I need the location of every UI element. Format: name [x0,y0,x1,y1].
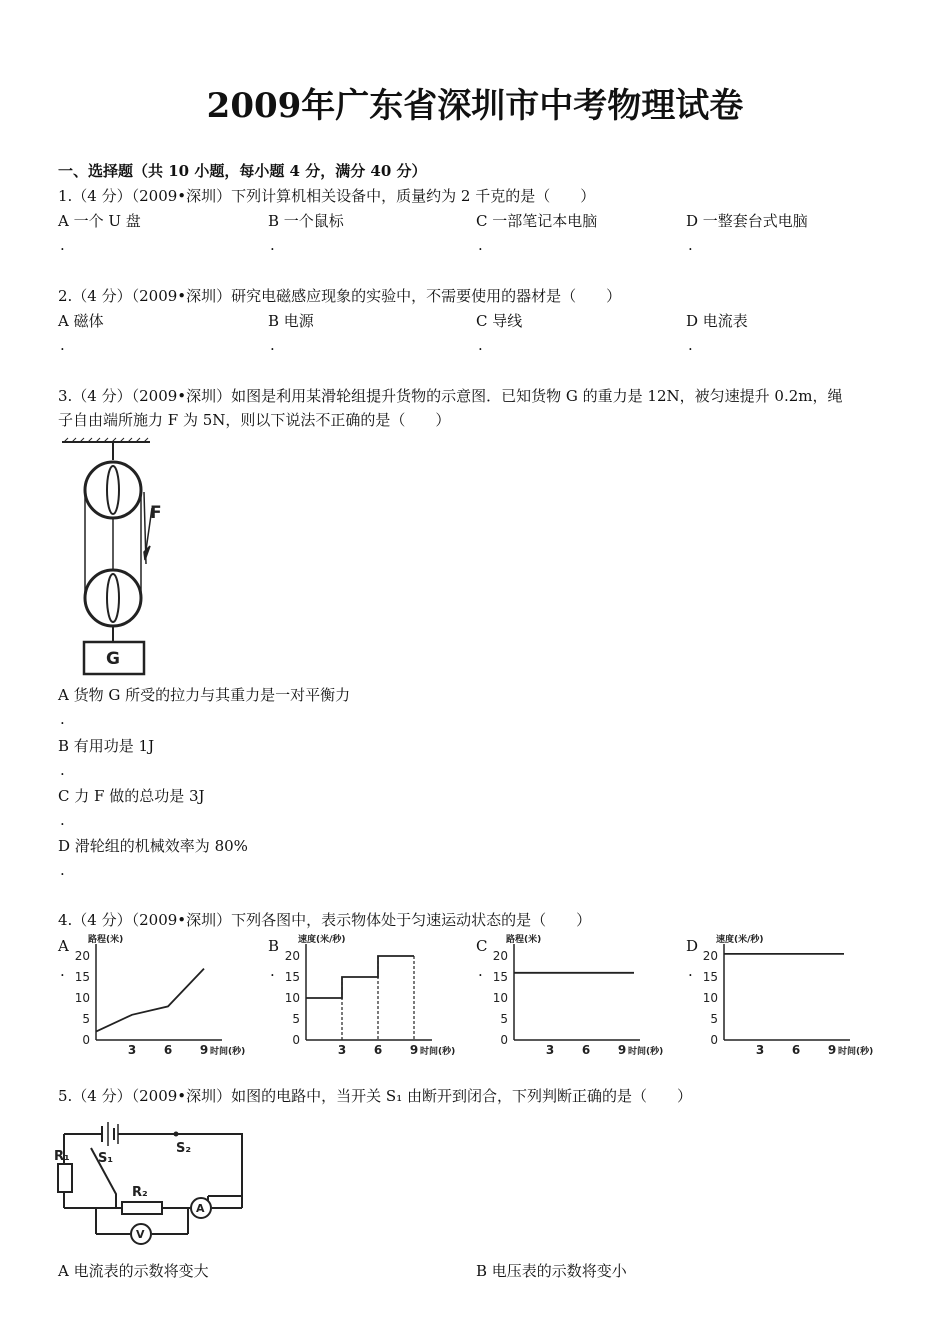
y-tick-label: 0 [710,1033,718,1047]
q4-option-b[interactable]: B [268,937,280,955]
x-tick-label: 6 [581,1043,591,1057]
resistor-r2 [122,1202,162,1214]
y-tick-label: 15 [492,970,508,984]
option-dot: . [60,811,65,829]
y-tick-label: 0 [292,1033,300,1047]
q1-option-a[interactable]: A 一个 U 盘 [58,212,141,230]
s1-label: S₁ [98,1151,114,1166]
voltmeter-label: V [136,1228,145,1241]
y-tick-label: 5 [500,1012,508,1026]
q4-option-a[interactable]: A [58,937,69,955]
y-axis-label: 路程(米) [506,935,542,945]
y-tick-label: 20 [74,949,90,963]
x-tick-label: 3 [127,1043,137,1057]
x-tick-label: 6 [791,1043,801,1057]
q5-option-a[interactable]: A 电流表的示数将变大 [58,1262,209,1280]
y-tick-label: 5 [82,1012,90,1026]
weight-label: G [106,649,120,669]
option-dot: . [60,962,65,980]
y-axis-label: 路程(米) [88,935,124,945]
y-tick-label: 10 [284,991,300,1005]
ammeter-label: A [196,1202,205,1215]
y-tick-label: 5 [292,1012,300,1026]
option-dot: . [478,236,483,254]
x-tick-label: 9 [409,1043,419,1057]
option-dot: . [270,962,275,980]
force-label: F [150,503,162,523]
y-tick-label: 0 [500,1033,508,1047]
y-tick-label: 10 [74,991,90,1005]
q1-option-b[interactable]: B 一个鼠标 [268,212,344,230]
series-line [96,969,204,1032]
q3-stem-line1: 3.（4 分）（2009•深圳）如图是利用某滑轮组提升货物的示意图．已知货物 G 的重力是 12N，被匀速提升 0.2m，绳 [58,387,843,405]
y-tick-label: 15 [702,970,718,984]
y-tick-label: 20 [284,949,300,963]
option-dot: . [60,710,65,728]
y-tick-label: 10 [702,991,718,1005]
movable-pulley [85,570,141,626]
chart-d [700,934,874,1060]
pulley-figure [58,438,178,678]
q3-stem-line2: 子自由端所施力 F 为 5N，则以下说法不正确的是（ ） [58,411,451,429]
page-title: 2009年广东省深圳市中考物理试卷 [206,86,744,126]
x-tick-label: 3 [755,1043,765,1057]
option-dot: . [270,236,275,254]
y-axis-label: 速度(米/秒) [298,935,346,945]
x-tick-label: 6 [163,1043,173,1057]
q3-option-a[interactable]: A 货物 G 所受的拉力与其重力是一对平衡力 [58,686,351,704]
q4-option-d[interactable]: D [686,937,699,955]
x-tick-label: 3 [337,1043,347,1057]
x-axis-label: 时间(秒) [210,1047,246,1057]
option-dot: . [688,962,693,980]
y-axis-label: 速度(米/秒) [716,935,764,945]
fixed-pulley [85,462,141,518]
circuit-figure [56,1116,252,1250]
y-tick-label: 15 [284,970,300,984]
q1-stem: 1.（4 分）（2009•深圳）下列计算机相关设备中，质量约为 2 千克的是（ ） [58,187,596,205]
x-axis-label: 时间(秒) [420,1047,456,1057]
y-tick-label: 15 [74,970,90,984]
option-dot: . [688,336,693,354]
x-axis-label: 时间(秒) [838,1047,874,1057]
battery [102,1122,118,1146]
chart-c [490,934,664,1060]
r1-label: R₁ [54,1149,70,1164]
resistor-r1 [58,1164,72,1192]
section-heading: 一、选择题（共 10 小题，每小题 4 分，满分 40 分） [58,162,427,180]
ceiling [62,438,150,442]
q3-option-b[interactable]: B 有用功是 1J [58,737,155,755]
q4-stem: 4.（4 分）（2009•深圳）下列各图中，表示物体处于匀速运动状态的是（ ） [58,911,592,929]
q3-option-c[interactable]: C 力 F 做的总功是 3J [58,787,205,805]
option-dot: . [270,336,275,354]
chart-b [282,934,456,1060]
q4-option-c[interactable]: C [476,937,488,955]
y-tick-label: 5 [710,1012,718,1026]
q5-option-b[interactable]: B 电压表的示数将变小 [476,1262,627,1280]
x-axis-label: 时间(秒) [628,1047,664,1057]
q1-option-d[interactable]: D 一整套台式电脑 [686,212,808,230]
s2-label: S₂ [176,1141,192,1156]
option-dot: . [688,236,693,254]
q2-option-c[interactable]: C 导线 [476,312,523,330]
q5-stem: 5.（4 分）（2009•深圳）如图的电路中，当开关 S₁ 由断开到闭合，下列判断正确的是（ ） [58,1087,692,1105]
option-dot: . [60,336,65,354]
chart-a [72,934,246,1060]
q2-option-a[interactable]: A 磁体 [58,312,104,330]
option-dot: . [478,962,483,980]
option-dot: . [60,861,65,879]
y-tick-label: 20 [492,949,508,963]
x-tick-label: 9 [617,1043,627,1057]
q2-option-d[interactable]: D 电流表 [686,312,748,330]
option-dot: . [60,761,65,779]
switch-s2 [174,1132,179,1137]
r2-label: R₂ [132,1185,148,1200]
y-tick-label: 10 [492,991,508,1005]
option-dot: . [60,236,65,254]
q1-option-c[interactable]: C 一部笔记本电脑 [476,212,598,230]
x-tick-label: 3 [545,1043,555,1057]
y-tick-label: 20 [702,949,718,963]
y-tick-label: 0 [82,1033,90,1047]
x-tick-label: 9 [199,1043,209,1057]
option-dot: . [478,336,483,354]
x-tick-label: 6 [373,1043,383,1057]
q2-option-b[interactable]: B 电源 [268,312,314,330]
series-line [306,956,414,998]
x-tick-label: 9 [827,1043,837,1057]
q2-stem: 2.（4 分）（2009•深圳）研究电磁感应现象的实验中，不需要使用的器材是（ ） [58,287,622,305]
q3-option-d[interactable]: D 滑轮组的机械效率为 80% [58,837,248,855]
